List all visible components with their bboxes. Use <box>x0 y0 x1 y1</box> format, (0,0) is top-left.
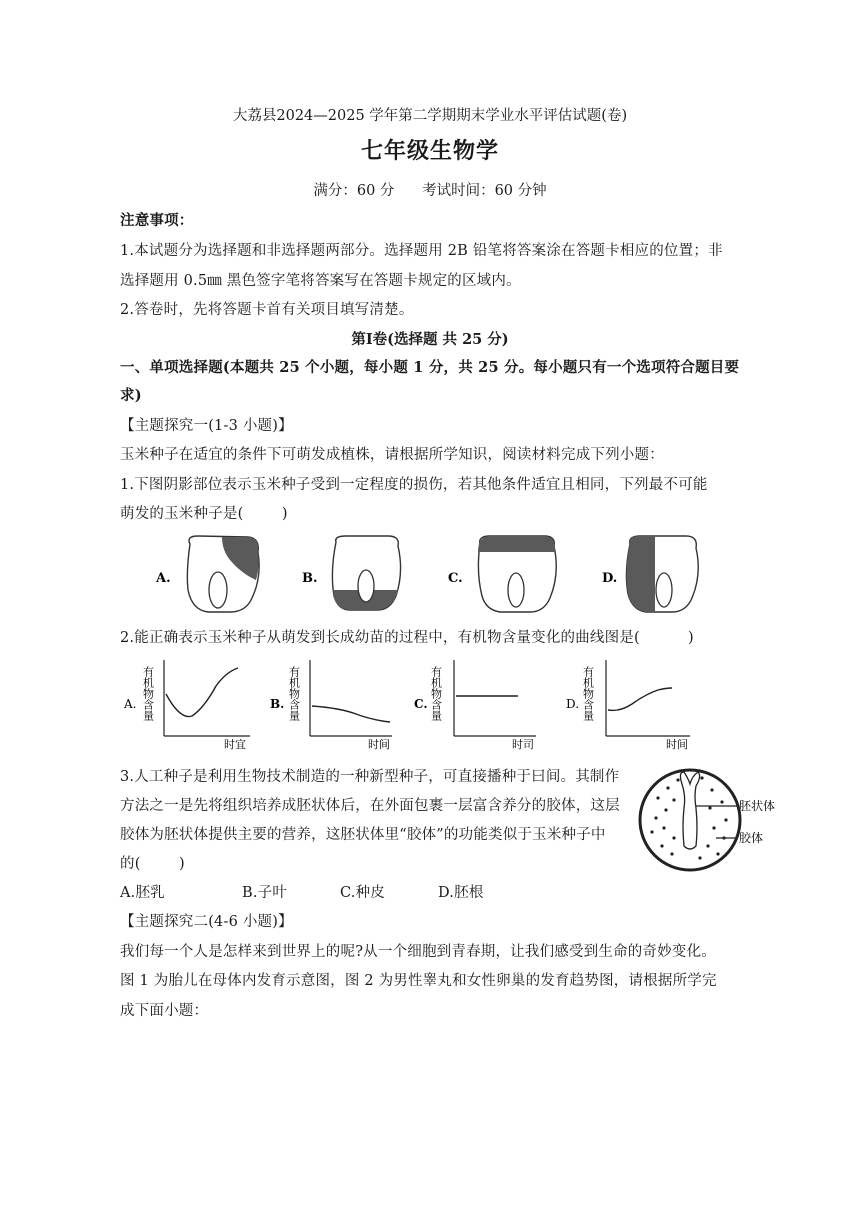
q2-graphs <box>120 656 720 752</box>
graph-a <box>123 660 250 751</box>
notice-item1-line2: 选择题用 0.5㎜ 黑色签字笔将答案写在答题卡规定的区域内。 <box>120 273 521 289</box>
theme2-line2: 图 1 为胎儿在母体内发育示意图，图 2 为男性睾丸和女性卵巢的发育趋势图，请根据所学完 <box>120 973 717 989</box>
option-a-label: A. <box>156 571 171 586</box>
graph-d-ylabel: 有机物含量 <box>581 666 595 721</box>
q3-line2: 方法之一是先将组织培养成胚状体后，在外面包裹一层富含养分的胶体，这层 <box>120 798 620 814</box>
part1-title: 第Ⅰ卷(选择题 共 25 分) <box>351 331 509 348</box>
option-d-label: D. <box>602 571 618 586</box>
graph-b-ylabel: 有机物含量 <box>287 666 301 721</box>
label-embryo: 胚状体 <box>739 799 776 813</box>
section-line2: 求) <box>120 387 142 404</box>
graph-b-xlabel: 时间 <box>368 738 390 751</box>
seed-a <box>155 536 259 612</box>
graph-a-xlabel: 时宜 <box>224 738 246 751</box>
graph-a-option: A. <box>124 697 137 711</box>
subject-title: 七年级生物学 <box>360 138 499 164</box>
exam-title: 大荔县2024—2025 学年第二学期期末学业水平评估试题(卷) <box>232 108 628 124</box>
graph-c <box>414 660 536 751</box>
q3-option-c: C.种皮 <box>340 885 385 901</box>
option-b-label: B. <box>302 571 318 586</box>
q1-line1: 1.下图阴影部位表示玉米种子受到一定程度的损伤，若其他条件适宜且相同，下列最不可能 <box>120 477 708 493</box>
notice-heading: 注意事项： <box>120 212 194 229</box>
graph-a-ylabel: 有机物含量 <box>141 666 155 721</box>
notice-item2: 2.答卷时，先将答题卡首有关项目填写清楚。 <box>120 302 414 318</box>
option-c-label: C. <box>448 571 463 586</box>
graph-c-option: C. <box>414 697 428 711</box>
q1-seed-figures <box>150 532 710 618</box>
seed-d <box>602 536 698 612</box>
theme1-intro: 玉米种子在适宜的条件下可萌发成植株，请根据所学知识，阅读材料完成下列小题： <box>120 447 664 463</box>
graph-b <box>270 660 392 751</box>
theme2-line1: 我们每一个人是怎样来到世界上的呢?从一个细胞到青春期，让我们感受到生命的奇妙变化。 <box>120 944 716 960</box>
graph-d <box>566 660 690 751</box>
q3-line3: 胶体为胚状体提供主要的营养，这胚状体里“胶体”的功能类似于玉米种子中 <box>120 827 606 843</box>
seed-c <box>448 536 556 612</box>
embryo-body <box>680 772 699 849</box>
q3-option-b: B.子叶 <box>242 885 288 901</box>
seed-c-damage <box>478 536 555 552</box>
graph-b-option: B. <box>270 697 285 711</box>
seed-d-damage <box>626 536 655 612</box>
q3-line4: 的( ) <box>120 856 185 872</box>
q2-text: 2.能正确表示玉米种子从萌发到长成幼苗的过程中，有机物含量变化的曲线图是( ) <box>120 630 694 646</box>
graph-b-curve <box>312 706 390 722</box>
theme1-heading: 【主题探究一(1-3 小题)】 <box>120 418 293 434</box>
q1-line2: 萌发的玉米种子是( ) <box>120 506 288 522</box>
graph-d-curve <box>608 688 672 710</box>
notice-item1-line1: 1.本试题分为选择题和非选择题两部分。选择题用 2B 铅笔将答案涂在答题卡相应的位置；非 <box>120 243 723 259</box>
q3-option-a: A.胚乳 <box>120 885 165 901</box>
score-time: 满分：60 分 考试时间：60 分钟 <box>313 183 547 199</box>
artificial-seed-figure <box>638 762 788 876</box>
section-line1: 一、单项选择题(本题共 25 个小题，每小题 1 分，共 25 分。每小题只有一个选项符合题目要 <box>120 359 740 376</box>
q3-line1: 3.人工种子是利用生物技术制造的一种新型种子，可直接播种于曰间。其制作 <box>120 769 620 785</box>
theme2-line3: 成下面小题： <box>120 1003 209 1019</box>
seed-b <box>302 536 401 610</box>
graph-c-ylabel: 有机物含量 <box>429 666 443 721</box>
theme2-heading: 【主题探究二(4-6 小题)】 <box>120 914 293 930</box>
graph-d-xlabel: 时间 <box>666 738 688 751</box>
graph-c-xlabel: 时司 <box>512 738 534 751</box>
q3-option-d: D.胚根 <box>438 885 484 901</box>
label-gel: 胶体 <box>739 831 764 845</box>
graph-a-curve <box>166 668 238 717</box>
graph-d-option: D. <box>566 697 580 711</box>
